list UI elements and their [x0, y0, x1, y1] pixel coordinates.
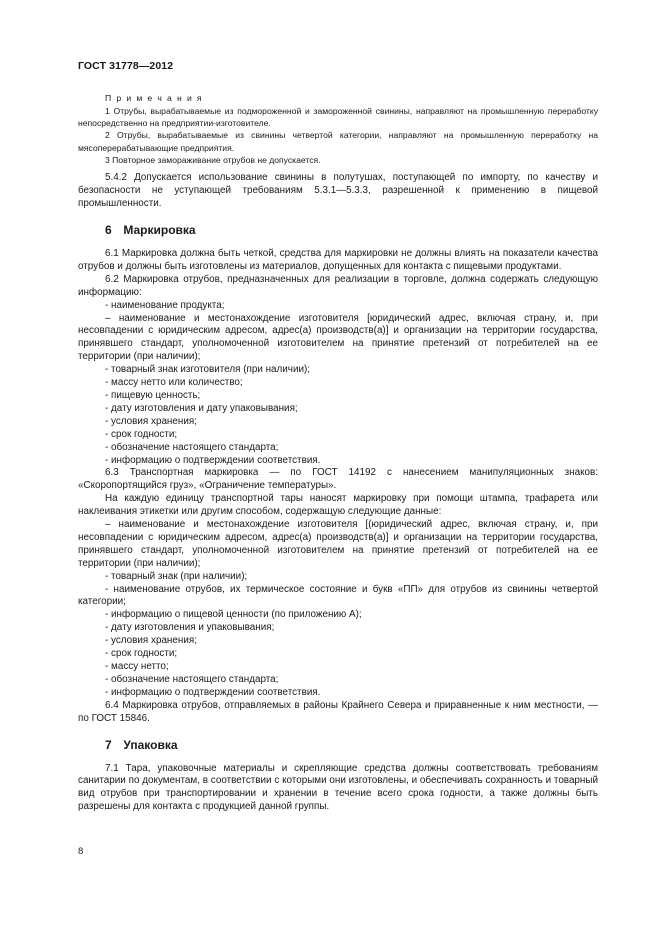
section-number: 7: [105, 737, 112, 752]
list-item: - срок годности;: [105, 428, 178, 440]
paragraph-6-2: 6.2 Маркировка отрубов, предназначенных для реализации в торговле, должна содержать следующую информацию:: [78, 273, 598, 298]
section-title: Маркировка: [123, 223, 196, 237]
list-item: - пищевую ценность;: [105, 389, 201, 401]
paragraph-6-3: 6.3 Транспортная маркировка — по ГОСТ 14192 с нанесением манипуляционных знаков: «Скоропортящийся груз», «Ограничение температуры».: [78, 467, 598, 492]
section-number: 6: [105, 223, 112, 237]
standard-header: ГОСТ 31778—2012: [78, 60, 174, 72]
note-item: 1 Отрубы, вырабатываемые из подмороженной и замороженной свинины, направляют на промышленную переработку непосредственно на предприятии-изготовителе.: [78, 105, 598, 129]
list-item: – наименование и местонахождение изготовителя [юридический адрес, включая страну, и, при несовпадении с юридическим адресом, адрес(а) производств(а)] и организации на территории государства, принявшего стандарт, уполномоченной изготовителем на принятие претензий от потребителей на ее территории (при наличии);: [78, 312, 598, 363]
page-content: [78, 92, 598, 814]
notes-title: П р и м е ч а н и я: [105, 93, 203, 103]
list-item: - обозначение настоящего стандарта;: [105, 673, 279, 685]
paragraph-6-3-b: На каждую единицу транспортной тары наносят маркировку при помощи штампа, трафарета или наклеивания этикетки или другим способом, содержащую следующие данные:: [78, 493, 598, 518]
list-item: - информацию о подтверждении соответствия.: [105, 454, 321, 466]
notes-block: [78, 92, 598, 166]
note-item: 3 Повторное замораживание отрубов не допускается.: [105, 154, 321, 165]
page-number: 8: [78, 846, 84, 857]
section-6-heading: [78, 223, 598, 237]
list-item: - дату изготовления и упаковывания;: [105, 622, 275, 634]
section-7-heading: [78, 738, 598, 752]
paragraph-6-1: 6.1 Маркировка должна быть четкой, средства для маркировки не должны влиять на показатели качества отрубов и должны быть изготовлены из материалов, допущенных для контакта с пищевыми продуктами.: [78, 248, 598, 272]
paragraph-5-4-2: 5.4.2 Допускается использование свинины в полутушах, поступающей по импорту, по качеству и безопасности не уступающей требованиям 5.3.1—5.3.3, разрешенной к применению в пищевой промышленности.: [78, 172, 598, 210]
list-item: - товарный знак изготовителя (при наличии);: [105, 364, 311, 376]
section-title: Упаковка: [123, 737, 178, 752]
list-item: - обозначение настоящего стандарта;: [105, 441, 279, 453]
list-item: - срок годности;: [105, 648, 178, 660]
list-item: - дату изготовления и дату упаковывания;: [105, 402, 298, 414]
note-item: 2 Отрубы, вырабатываемые из свинины четвертой категории, направляют на промышленную переработку на мясоперерабатывающие предприятия.: [78, 130, 598, 153]
list-item: - наименование отрубов, их термическое состояние и букв «ПП» для отрубов из свинины четвертой категории;: [78, 583, 598, 608]
list-item: - информацию о подтверждении соответствия.: [105, 686, 321, 698]
list-item: - информацию о пищевой ценности (по приложению А);: [105, 609, 362, 621]
list-item: - условия хранения;: [105, 635, 197, 647]
list-item: - массу нетто или количество;: [105, 377, 243, 389]
paragraph-6-4: 6.4 Маркировка отрубов, отправляемых в районы Крайнего Севера и приравненные к ним местности, — по ГОСТ 15846.: [78, 699, 598, 724]
list-item: – наименование и местонахождение изготовителя [(юридический адрес, включая страну, и, при несовпадении с юридическим адресом, адрес(а) производств(а)] и организации на территории государства, принявшего стандарт, уполномоченной изготовителем на принятие претензий от потребителей на ее территории (при наличии);: [78, 519, 598, 569]
list-item: - товарный знак (при наличии);: [105, 570, 248, 582]
list-item: - массу нетто;: [105, 661, 169, 672]
list-item: - условия хранения;: [105, 415, 197, 427]
list-item: - наименование продукта;: [105, 299, 225, 311]
section-6-body: [78, 248, 598, 726]
paragraph-7-1: 7.1 Тара, упаковочные материалы и скрепляющие средства должны соответствовать требованиям санитарии по документам, в соответствии с которыми они изготовлены, и обеспечивать сохранность и товарный вид отрубов при транспортировании и хранении в течение всего срока годности, а также должны быть разрешены для контакта с продукцией данной группы.: [78, 762, 598, 813]
section-7-body: [78, 763, 598, 815]
